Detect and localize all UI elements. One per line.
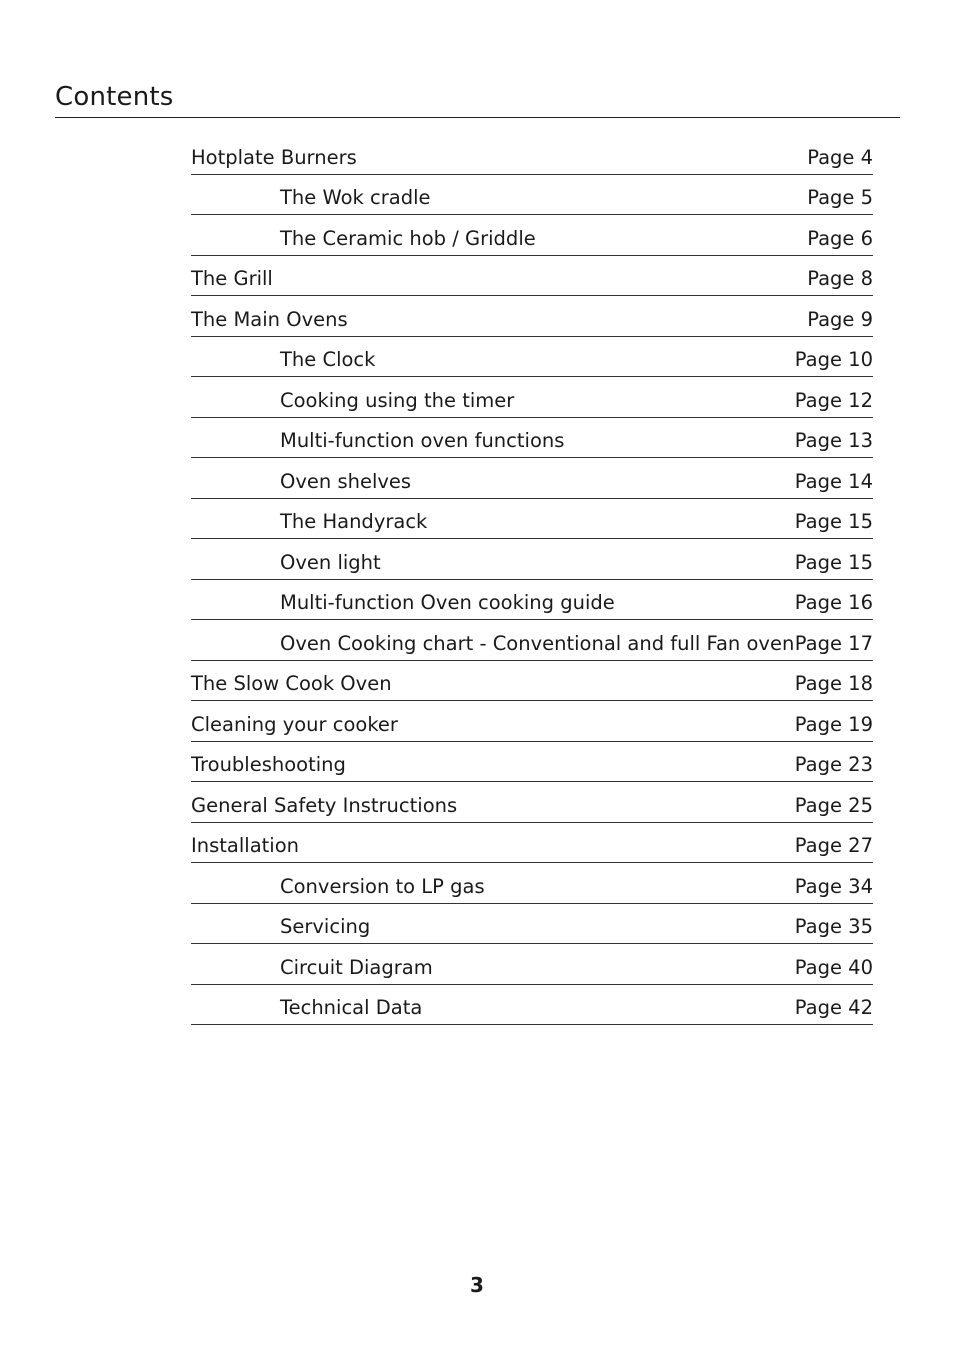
toc-entry-page: Page 25 xyxy=(794,793,873,817)
toc-entry-title: Installation xyxy=(191,834,300,857)
toc-entry-page: Page 13 xyxy=(794,429,873,452)
toc-entry-title: The Clock xyxy=(280,348,376,371)
toc-entry[interactable] xyxy=(191,418,873,459)
toc-entry-title: Cleaning your cooker xyxy=(191,712,398,736)
toc-entry-title: The Slow Cook Oven xyxy=(191,672,392,695)
toc-entry-title: Conversion to LP gas xyxy=(280,874,485,898)
toc-entry-page: Page 8 xyxy=(807,267,873,290)
toc-entry[interactable] xyxy=(191,944,873,985)
toc-entry-title: Troubleshooting xyxy=(191,753,346,776)
table-of-contents xyxy=(191,134,873,1025)
toc-entry[interactable] xyxy=(191,661,873,702)
page-title: Contents xyxy=(55,82,174,112)
toc-entry-title: Servicing xyxy=(280,915,371,938)
toc-entry[interactable] xyxy=(191,742,873,783)
toc-entry-page: Page 12 xyxy=(794,388,873,412)
toc-entry[interactable] xyxy=(191,337,873,378)
toc-entry-page: Page 16 xyxy=(794,591,873,614)
toc-entry-page: Page 18 xyxy=(794,672,873,695)
page-number: 3 xyxy=(470,1273,484,1297)
toc-entry-page: Page 42 xyxy=(794,996,873,1019)
toc-entry-title: Technical Data xyxy=(280,996,423,1019)
toc-entry-page: Page 4 xyxy=(807,145,873,169)
toc-entry-page: Page 10 xyxy=(794,348,873,371)
toc-entry[interactable] xyxy=(191,620,873,661)
toc-entry-title: The Grill xyxy=(191,267,273,290)
toc-entry-page: Page 15 xyxy=(794,510,873,533)
toc-entry-page: Page 23 xyxy=(794,753,873,776)
toc-entry[interactable] xyxy=(191,863,873,904)
toc-entry[interactable] xyxy=(191,539,873,580)
toc-entry-title: The Main Ovens xyxy=(191,307,348,331)
toc-entry-title: Circuit Diagram xyxy=(280,955,433,979)
toc-entry[interactable] xyxy=(191,458,873,499)
toc-entry-title: The Handyrack xyxy=(280,510,428,533)
heading-divider xyxy=(55,117,900,118)
toc-entry[interactable] xyxy=(191,985,873,1026)
toc-entry-page: Page 6 xyxy=(807,226,873,250)
toc-entry[interactable] xyxy=(191,296,873,337)
toc-entry-title: Oven light xyxy=(280,550,381,574)
toc-entry-title: Multi-function Oven cooking guide xyxy=(280,591,615,614)
toc-entry[interactable] xyxy=(191,580,873,621)
toc-entry-page: Page 40 xyxy=(794,955,873,979)
toc-entry-title: General Safety Instructions xyxy=(191,793,458,817)
toc-entry-page: Page 27 xyxy=(794,834,873,857)
toc-entry[interactable] xyxy=(191,215,873,256)
toc-entry-page: Page 17 xyxy=(794,631,873,655)
toc-entry-title: Oven shelves xyxy=(280,469,412,493)
toc-entry-page: Page 14 xyxy=(794,469,873,493)
toc-entry[interactable] xyxy=(191,701,873,742)
toc-entry[interactable] xyxy=(191,499,873,540)
toc-entry[interactable] xyxy=(191,782,873,823)
toc-entry-page: Page 19 xyxy=(794,712,873,736)
toc-entry[interactable] xyxy=(191,134,873,175)
toc-entry[interactable] xyxy=(191,377,873,418)
toc-entry-page: Page 34 xyxy=(794,874,873,898)
toc-entry-title: Oven Cooking chart - Conventional and full Fan oven xyxy=(280,631,795,655)
toc-entry-page: Page 35 xyxy=(794,915,873,938)
toc-entry-title: The Ceramic hob / Griddle xyxy=(280,226,536,250)
toc-entry-page: Page 15 xyxy=(794,550,873,574)
toc-entry[interactable] xyxy=(191,175,873,216)
toc-entry-title: Multi-function oven functions xyxy=(280,429,565,452)
toc-entry-title: Hotplate Burners xyxy=(191,145,357,169)
toc-entry[interactable] xyxy=(191,256,873,297)
toc-entry-page: Page 5 xyxy=(807,186,873,209)
toc-entry-title: The Wok cradle xyxy=(280,186,431,209)
toc-entry-title: Cooking using the timer xyxy=(280,388,515,412)
toc-entry-page: Page 9 xyxy=(807,307,873,331)
toc-entry[interactable] xyxy=(191,904,873,945)
toc-entry[interactable] xyxy=(191,823,873,864)
